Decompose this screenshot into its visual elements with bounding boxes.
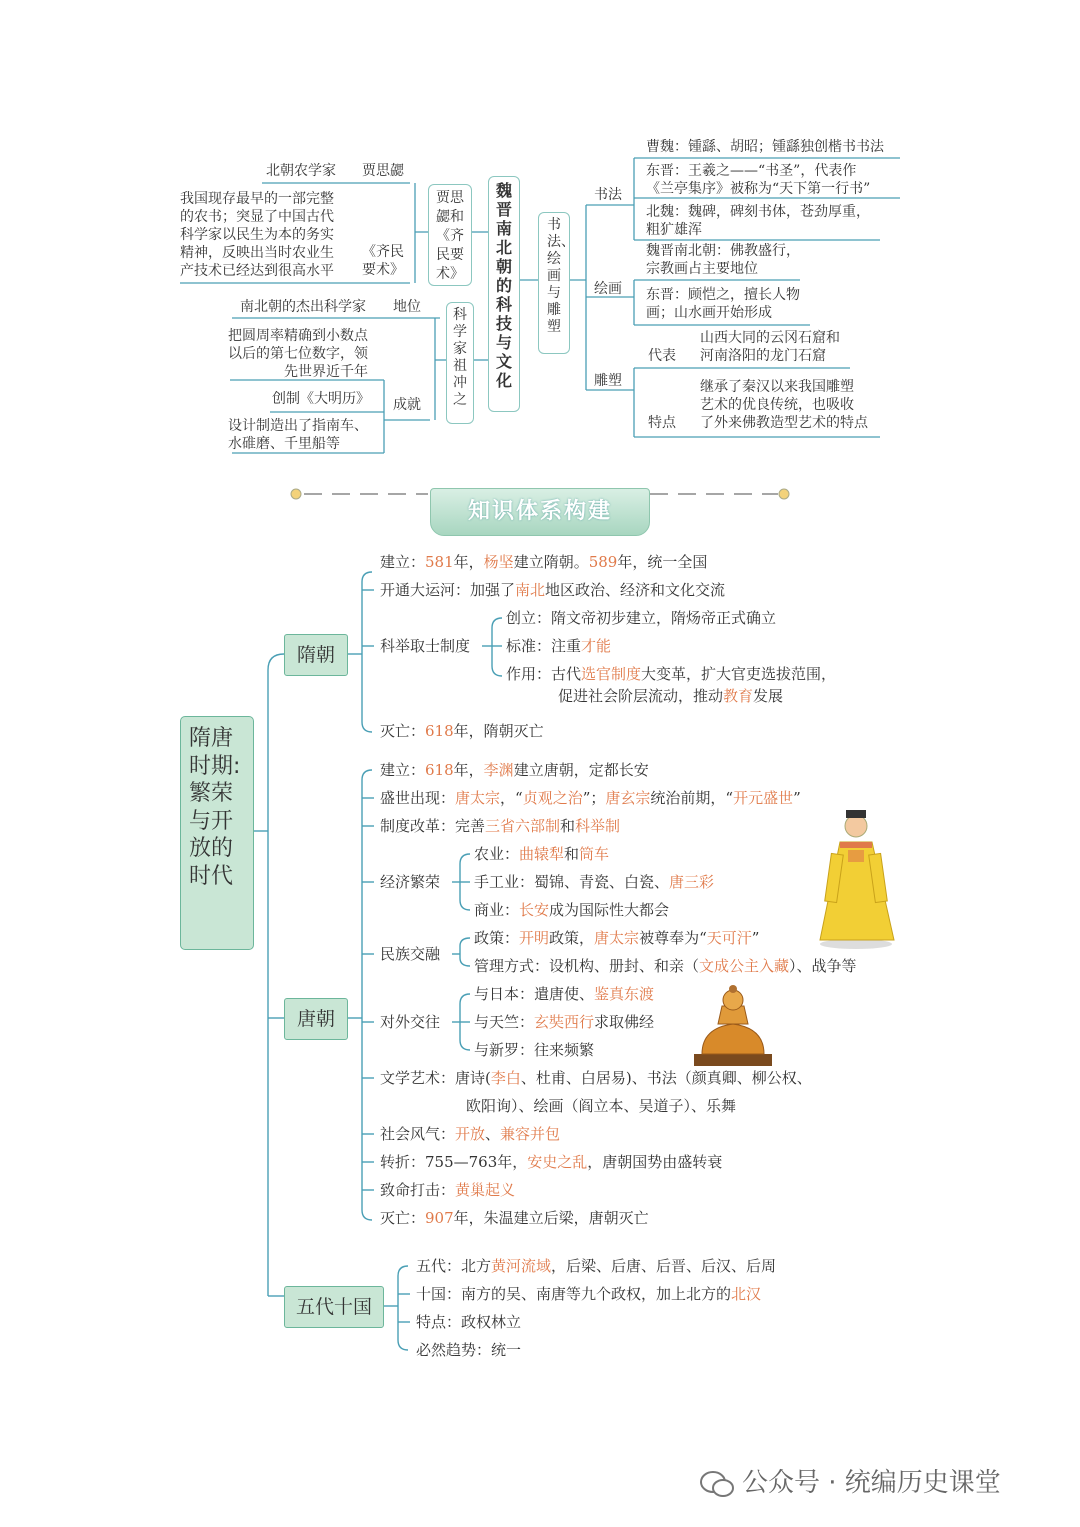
tang-econ-label: 经济繁荣 xyxy=(380,873,441,891)
tang-n1-a: 开明 xyxy=(519,929,550,947)
tang-r2-c: 贞观之治 xyxy=(522,789,583,807)
center-title-box xyxy=(488,176,520,412)
sui-fall-y: 618 xyxy=(425,722,454,740)
zu-chongzhi-box-label: 科学家祖冲之 xyxy=(453,307,467,408)
tang-fall xyxy=(380,1209,649,1229)
sui-exam3b-post: 发展 xyxy=(753,687,784,705)
tang-r3-b: 和 xyxy=(560,817,576,835)
tang-f1-a: 鉴真东渡 xyxy=(594,985,655,1003)
sui-exam3-pre: 作用：古代 xyxy=(506,665,582,683)
zu-achieve-label: 成就 xyxy=(393,397,421,413)
wudai-4: 必然趋势：统一 xyxy=(416,1341,522,1359)
tang-turn-a: 安史之乱 xyxy=(527,1153,588,1171)
tang-n1-b: 政策， xyxy=(549,929,595,947)
zu-achieve-2: 创制《大明历》 xyxy=(272,391,370,407)
calligraphy-label: 书法 xyxy=(594,187,622,203)
sui-canal-red: 南北 xyxy=(515,581,546,599)
painting-1: 魏晋南北朝：佛教盛行， 宗教画占主要地位 xyxy=(646,243,800,277)
tang-golden-age xyxy=(380,789,801,809)
tang-n2-post: ）、战争等 xyxy=(789,957,857,975)
painting-2: 东晋：顾恺之，擅长人物 画；山水画开始形成 xyxy=(646,287,800,321)
tang-n2-a: 文成公主入藏 xyxy=(699,957,790,975)
tang-lit-pre: 文学艺术：唐诗( xyxy=(380,1069,491,1087)
calligraphy-3: 北魏：魏碑，碑刻书体，苍劲厚重， 粗犷雄浑 xyxy=(646,204,870,238)
wudai-r1-post: ，后梁、后唐、后晋、后汉、后周 xyxy=(551,1257,777,1275)
tang-lit-post: 、杜甫、白居易)、书法（颜真卿、柳公权、 xyxy=(520,1069,812,1087)
tang-n2-pre: 管理方式：设机构、册封、和亲（ xyxy=(474,957,700,975)
sui-found-y1: 581 xyxy=(425,553,454,571)
footer-text: 公众号 · 统编历史课堂 xyxy=(742,1468,1001,1498)
tang-econ-2 xyxy=(474,873,714,893)
calligraphy-2: 东晋：王羲之——“书圣”，代表作 《兰亭集序》被称为“天下第一行书” xyxy=(646,163,871,197)
tang-r2-pre: 盛世出现： xyxy=(380,789,456,807)
zu-chongzhi-box xyxy=(446,302,474,424)
zu-achieve-1: 把圆周率精确到小数点 以后的第七位数字，领 先世界近千年 xyxy=(228,328,368,380)
tang-f1-pre: 与日本：遣唐使、 xyxy=(474,985,595,1003)
tang-ethnic-1 xyxy=(474,929,759,949)
root-title-box xyxy=(180,716,254,950)
tang-ethnic-label: 民族交融 xyxy=(380,945,441,963)
sui-exam-label: 科举取士制度 xyxy=(380,637,471,655)
sculpture-label: 雕塑 xyxy=(594,373,622,389)
jia-sixie-box-label: 贾思勰和《齐民要术》 xyxy=(436,190,464,282)
tang-society xyxy=(380,1125,560,1145)
tang-r3-a: 三省六部制 xyxy=(485,817,561,835)
tang-n1-d: 被尊奉为“ xyxy=(639,929,707,947)
tang-r3-c: 科举制 xyxy=(575,817,621,835)
tang-r1-name: 李渊 xyxy=(483,761,514,779)
sui-founding xyxy=(380,553,707,573)
zu-status-label: 地位 xyxy=(393,299,421,315)
sui-found-name: 杨坚 xyxy=(483,553,514,571)
wudai-1 xyxy=(416,1257,776,1277)
tang-r3-pre: 制度改革：完善 xyxy=(380,817,486,835)
tang-ethnic-2 xyxy=(474,957,857,977)
wudai-r1-pre: 五代：北方 xyxy=(416,1257,492,1275)
calligraphy-1: 曹魏：锺繇、胡昭；锺繇独创楷书书法 xyxy=(646,139,884,155)
emperor-illustration xyxy=(810,802,902,950)
tang-soc-pre: 社会风气： xyxy=(380,1125,456,1143)
sui-exam3-post: 大变革，扩大官吏选拔范围， xyxy=(641,665,837,683)
sui-found-y2: 589 xyxy=(588,553,618,571)
tang-r1-post: 建立唐朝，定都长安 xyxy=(513,761,649,779)
node-sui: 隋朝 xyxy=(284,634,348,676)
sculpture-rep: 山西大同的云冈石窟和 河南洛阳的龙门石窟 xyxy=(700,330,840,364)
tang-lit-a: 李白 xyxy=(490,1069,521,1087)
tang-n1-f: ” xyxy=(751,929,760,947)
tang-r2-h: ” xyxy=(793,789,801,807)
tang-r2-g: 开元盛世 xyxy=(733,789,794,807)
tang-foreign-label: 对外交往 xyxy=(380,1013,441,1031)
tang-r2-f: 统治前期，“ xyxy=(650,789,734,807)
center-title: 魏晋南北朝的科技与文化 xyxy=(496,181,513,390)
tang-e2-pre: 手工业：蜀锦、青瓷、白瓷、 xyxy=(474,873,670,891)
sui-exam3b-red: 教育 xyxy=(723,687,754,705)
tang-blow-pre: 致命打击： xyxy=(380,1181,456,1199)
tang-blow xyxy=(380,1181,515,1201)
zu-status: 南北朝的杰出科学家 xyxy=(240,299,366,315)
sui-found-pre: 建立： xyxy=(380,553,426,571)
tang-turn-post: ，唐朝国势由盛转衰 xyxy=(587,1153,723,1171)
sui-exam-2 xyxy=(506,637,611,657)
tang-fall-y: 907 xyxy=(425,1209,454,1227)
banner: 知识体系构建 xyxy=(430,488,650,536)
zu-achieve-3: 设计制造出了指南车、 水碓磨、千里船等 xyxy=(228,418,368,452)
art-box-label: 书法、绘画与雕塑 xyxy=(547,217,575,335)
tang-e3-a: 长安 xyxy=(519,901,550,919)
tang-foreign-3: 与新罗：往来频繁 xyxy=(474,1041,595,1059)
tang-e3-pre: 商业： xyxy=(474,901,520,919)
tang-r2-b: ，“ xyxy=(500,789,523,807)
sui-canal-post: 地区政治、经济和文化交流 xyxy=(545,581,726,599)
jia-desc: 我国现存最早的一部完整 的农书；突显了中国古代 科学家以民生为本的务实 精神，反映出当时农业生 产技术已经达到很高水平 xyxy=(180,191,334,279)
tang-r2-d: ”； xyxy=(582,789,606,807)
sculpture-feat: 继承了秦汉以来我国雕塑 艺术的优良传统，也吸收 了外来佛教造型艺术的特点 xyxy=(700,379,868,431)
tang-e1-c: 筒车 xyxy=(579,845,610,863)
wudai-2 xyxy=(416,1285,761,1305)
sui-exam-3b xyxy=(558,687,783,707)
tang-turn-pre: 转折：755—763年， xyxy=(380,1153,528,1171)
root-title: 隋唐 时期: 繁荣 与开 放的 时代 xyxy=(189,726,241,889)
tang-r1-pre: 建立： xyxy=(380,761,426,779)
tang-r1-y: 618 xyxy=(425,761,454,779)
wechat-icon xyxy=(700,1470,734,1498)
sculpture-feat-label: 特点 xyxy=(648,415,676,431)
sui-exam2-pre: 标准：注重 xyxy=(506,637,582,655)
jia-book: 《齐民 要术》 xyxy=(362,244,404,278)
tang-e1-b: 和 xyxy=(564,845,580,863)
art-box xyxy=(538,212,575,354)
sui-fall xyxy=(380,722,544,742)
sui-fall-post: 年，隋朝灭亡 xyxy=(453,722,544,740)
footer-watermark xyxy=(700,1462,1001,1499)
node-wudai: 五代十国 xyxy=(284,1286,384,1328)
tang-econ-1 xyxy=(474,845,609,865)
tang-e1-pre: 农业： xyxy=(474,845,520,863)
node-tang: 唐朝 xyxy=(284,998,348,1040)
tang-soc-b: 、 xyxy=(485,1125,501,1143)
painting-label: 绘画 xyxy=(594,281,622,297)
sui-found-mid2: 建立隋朝。 xyxy=(513,553,589,571)
tang-n1-e: 天可汗 xyxy=(706,929,752,947)
sui-fall-pre: 灭亡： xyxy=(380,722,426,740)
jia-row1-a: 北朝农学家 xyxy=(266,163,336,179)
tang-soc-a: 开放 xyxy=(455,1125,486,1143)
wudai-3: 特点：政权林立 xyxy=(416,1313,522,1331)
sui-exam-3 xyxy=(506,665,836,685)
tang-r1-mid: 年， xyxy=(453,761,484,779)
tang-fall-post: 年，朱温建立后梁，唐朝灭亡 xyxy=(453,1209,649,1227)
tang-lit-2: 欧阳询）、绘画（阎立本、吴道子）、乐舞 xyxy=(466,1097,737,1115)
sui-canal-pre: 开通大运河：加强了 xyxy=(380,581,516,599)
tang-reform xyxy=(380,817,620,837)
tang-turn xyxy=(380,1153,722,1173)
buddha-illustration xyxy=(690,978,776,1068)
sculpture-rep-label: 代表 xyxy=(648,348,676,364)
sui-found-mid: 年， xyxy=(453,553,484,571)
tang-n1-c: 唐太宗 xyxy=(594,929,640,947)
wudai-r2-a: 北汉 xyxy=(731,1285,762,1303)
tang-f2-pre: 与天竺： xyxy=(474,1013,535,1031)
tang-lit xyxy=(380,1069,812,1089)
tang-e2-a: 唐三彩 xyxy=(669,873,715,891)
sui-exam2-red: 才能 xyxy=(581,637,612,655)
tang-e3-post: 成为国际性大都会 xyxy=(549,901,670,919)
sui-exam3b-pre: 促进社会阶层流动，推动 xyxy=(558,687,724,705)
tang-foreign-1 xyxy=(474,985,654,1005)
tang-r2-a: 唐太宗 xyxy=(455,789,501,807)
sui-found-post: 年，统一全国 xyxy=(617,553,708,571)
tang-f2-post: 求取佛经 xyxy=(594,1013,655,1031)
sui-exam-1: 创立：隋文帝初步建立，隋炀帝正式确立 xyxy=(506,609,777,627)
sui-exam3-red: 选官制度 xyxy=(581,665,642,683)
tang-blow-a: 黄巢起义 xyxy=(455,1181,516,1199)
tang-foreign-2 xyxy=(474,1013,654,1033)
tang-fall-pre: 灭亡： xyxy=(380,1209,426,1227)
tang-e1-a: 曲辕犁 xyxy=(519,845,565,863)
tang-f2-a: 玄奘西行 xyxy=(534,1013,595,1031)
tang-econ-3 xyxy=(474,901,669,921)
tang-r2-e: 唐玄宗 xyxy=(605,789,651,807)
tang-n1-pre: 政策： xyxy=(474,929,520,947)
jia-row1-b: 贾思勰 xyxy=(362,163,404,179)
wudai-r2-pre: 十国：南方的吴、南唐等九个政权，加上北方的 xyxy=(416,1285,732,1303)
wudai-r1-a: 黄河流域 xyxy=(491,1257,552,1275)
tang-founding xyxy=(380,761,649,781)
sui-canal xyxy=(380,581,725,601)
jia-sixie-box xyxy=(428,184,472,286)
tang-soc-c: 兼容并包 xyxy=(500,1125,561,1143)
